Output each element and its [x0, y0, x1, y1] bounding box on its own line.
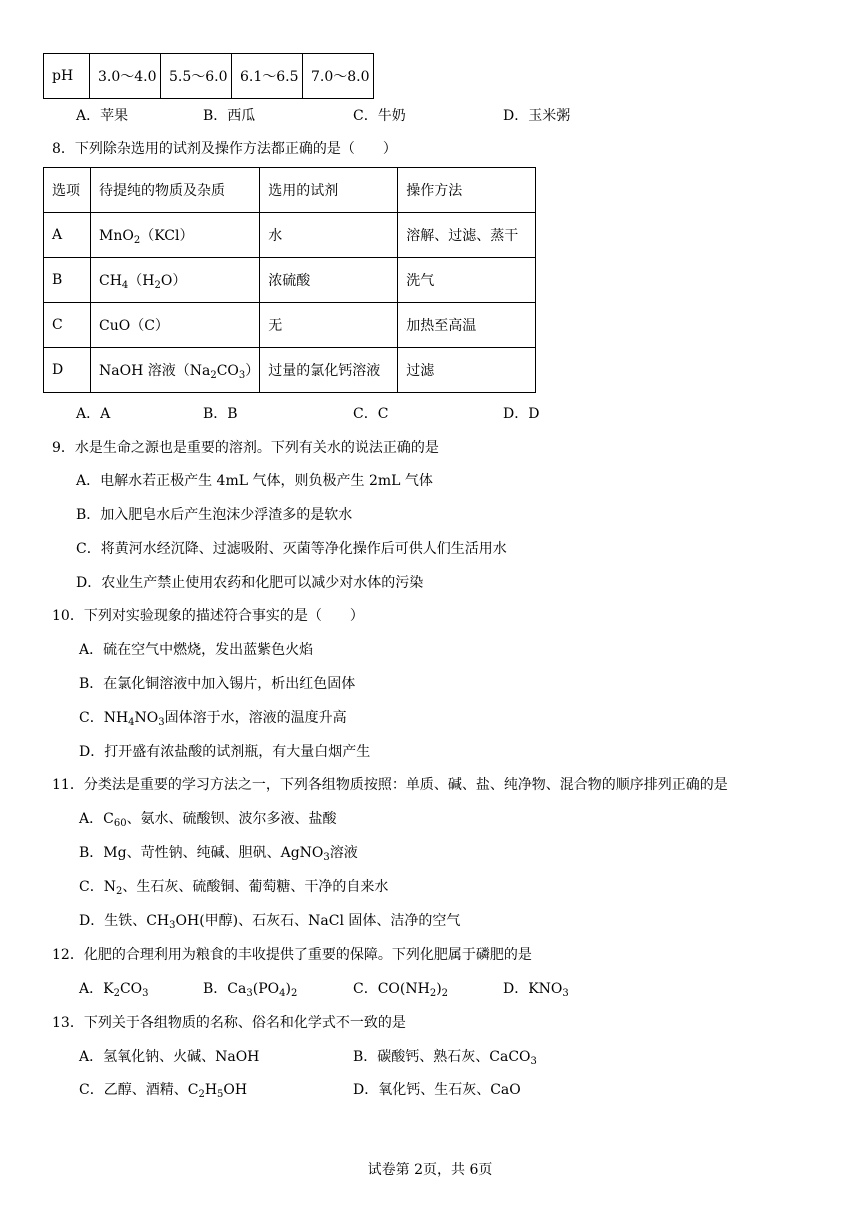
q8-row-substance: $CH_4(H_2O)$: [91, 258, 260, 303]
table-row: [44, 303, 536, 348]
table-row: [44, 213, 536, 258]
q8-row-label: A: [44, 213, 91, 258]
q8-header-cell: 操作方法: [398, 168, 536, 213]
q8-option-b: B．B: [203, 406, 238, 422]
ph-cell: 3.0～4.0: [90, 54, 161, 99]
q8-row-reagent: 无: [260, 303, 398, 348]
table-row: [44, 258, 536, 303]
q12-option-c: C．$CO(NH_2)_2$: [353, 981, 449, 999]
q7-option-a: A．苹果: [76, 108, 129, 124]
q8-option-d: D．D: [503, 406, 540, 422]
q8-row-substance: NaOH 溶液$(Na_2CO_3)$: [91, 348, 260, 393]
ph-cell: 7.0～8.0: [303, 54, 374, 99]
q9-option-c: C．将黄河水经沉降、过滤吸附、灭菌等净化操作后可供人们生活用水: [76, 541, 507, 557]
q8-row-reagent: 水: [260, 213, 398, 258]
q7-option-b: B．西瓜: [203, 108, 256, 124]
q10-option-c: C．$NH_4NO_3$固体溶于水，溶液的温度升高: [79, 710, 347, 728]
q8-header-cell: 选用的试剂: [260, 168, 398, 213]
q10-option-a: A．硫在空气中燃烧，发出蓝紫色火焰: [79, 642, 314, 658]
q12-stem: 12．化肥的合理利用为粮食的丰收提供了重要的保障。下列化肥属于磷肥的是: [52, 947, 532, 963]
ph-cell: pH: [44, 54, 90, 99]
q9-option-a: A．电解水若正极产生 4mL 气体，则负极产生 2mL 气体: [76, 473, 433, 489]
table-row: [44, 348, 536, 393]
q8-row-reagent: 过量的氯化钙溶液: [260, 348, 398, 393]
q13-option-a: A．氢氧化钠、火碱、NaOH: [79, 1049, 260, 1065]
q9-stem: 9．水是生命之源也是重要的溶剂。下列有关水的说法正确的是: [52, 440, 439, 456]
q8-table: [43, 167, 536, 393]
q8-row-label: C: [44, 303, 91, 348]
q8-row-substance: CuO（C）: [91, 303, 260, 348]
q8-row-reagent: 浓硫酸: [260, 258, 398, 303]
q11-option-a: A．$C_{60}$、氨水、硫酸钡、波尔多液、盐酸: [79, 811, 337, 829]
q8-stem: 8．下列除杂选用的试剂及操作方法都正确的是（ ）: [52, 141, 397, 157]
q7-option-d: D．玉米粥: [503, 108, 571, 124]
q9-option-d: D．农业生产禁止使用农药和化肥可以减少对水体的污染: [76, 575, 424, 591]
q8-row-method: 过滤: [398, 348, 536, 393]
q8-option-a: A．A: [76, 406, 111, 422]
q12-option-d: D．$KNO_3$: [503, 981, 569, 999]
q11-option-b: B．Mg、苛性钠、纯碱、胆矾、AgNO$_3$溶液: [79, 845, 358, 863]
q8-row-substance: MnO$_2$（KCl）: [91, 213, 260, 258]
q8-row-method: 洗气: [398, 258, 536, 303]
ph-table-row: [44, 54, 374, 99]
q9-option-b: B．加入肥皂水后产生泡沫少浮渣多的是软水: [76, 507, 353, 523]
q8-header-cell: 选项: [44, 168, 91, 213]
q10-stem: 10．下列对实验现象的描述符合事实的是（ ）: [52, 608, 364, 624]
ph-table: [43, 53, 374, 99]
q13-stem: 13．下列关于各组物质的名称、俗名和化学式不一致的是: [52, 1015, 406, 1031]
q12-option-a: A．$K_2CO_3$: [79, 981, 149, 999]
q13-option-d: D．氧化钙、生石灰、CaO: [353, 1082, 521, 1098]
q8-header-cell: 待提纯的物质及杂质: [91, 168, 260, 213]
q8-row-method: 加热至高温: [398, 303, 536, 348]
q10-option-b: B．在氯化铜溶液中加入锡片，析出红色固体: [79, 676, 356, 692]
q11-stem: 11．分类法是重要的学习方法之一，下列各组物质按照：单质、碱、盐、纯净物、混合物的顺序排列正确的是: [52, 777, 728, 793]
page-footer: 试卷第 2页，共 6页: [367, 1162, 493, 1178]
q8-row-method: 溶解、过滤、蒸干: [398, 213, 536, 258]
q8-row-label: B: [44, 258, 91, 303]
q7-option-c: C．牛奶: [353, 108, 406, 124]
q8-option-c: C．C: [353, 406, 389, 422]
q13-option-c: C．乙醇、酒精、$C_2H_5OH$: [79, 1082, 248, 1100]
ph-cell: 5.5～6.0: [161, 54, 232, 99]
ph-cell: 6.1～6.5: [232, 54, 303, 99]
q11-option-d: D．生铁、$CH_3OH$(甲醇)、石灰石、NaCl 固体、洁净的空气: [79, 913, 461, 931]
q8-header-row: [44, 168, 536, 213]
q10-option-d: D．打开盛有浓盐酸的试剂瓶，有大量白烟产生: [79, 744, 371, 760]
q11-option-c: C．$N_2$、生石灰、硫酸铜、葡萄糖、干净的自来水: [79, 879, 389, 897]
q13-option-b: B．碳酸钙、熟石灰、CaCO$_3$: [353, 1049, 537, 1067]
q8-row-label: D: [44, 348, 91, 393]
q12-option-b: B．$Ca_3(PO_4)_2$: [203, 981, 298, 999]
